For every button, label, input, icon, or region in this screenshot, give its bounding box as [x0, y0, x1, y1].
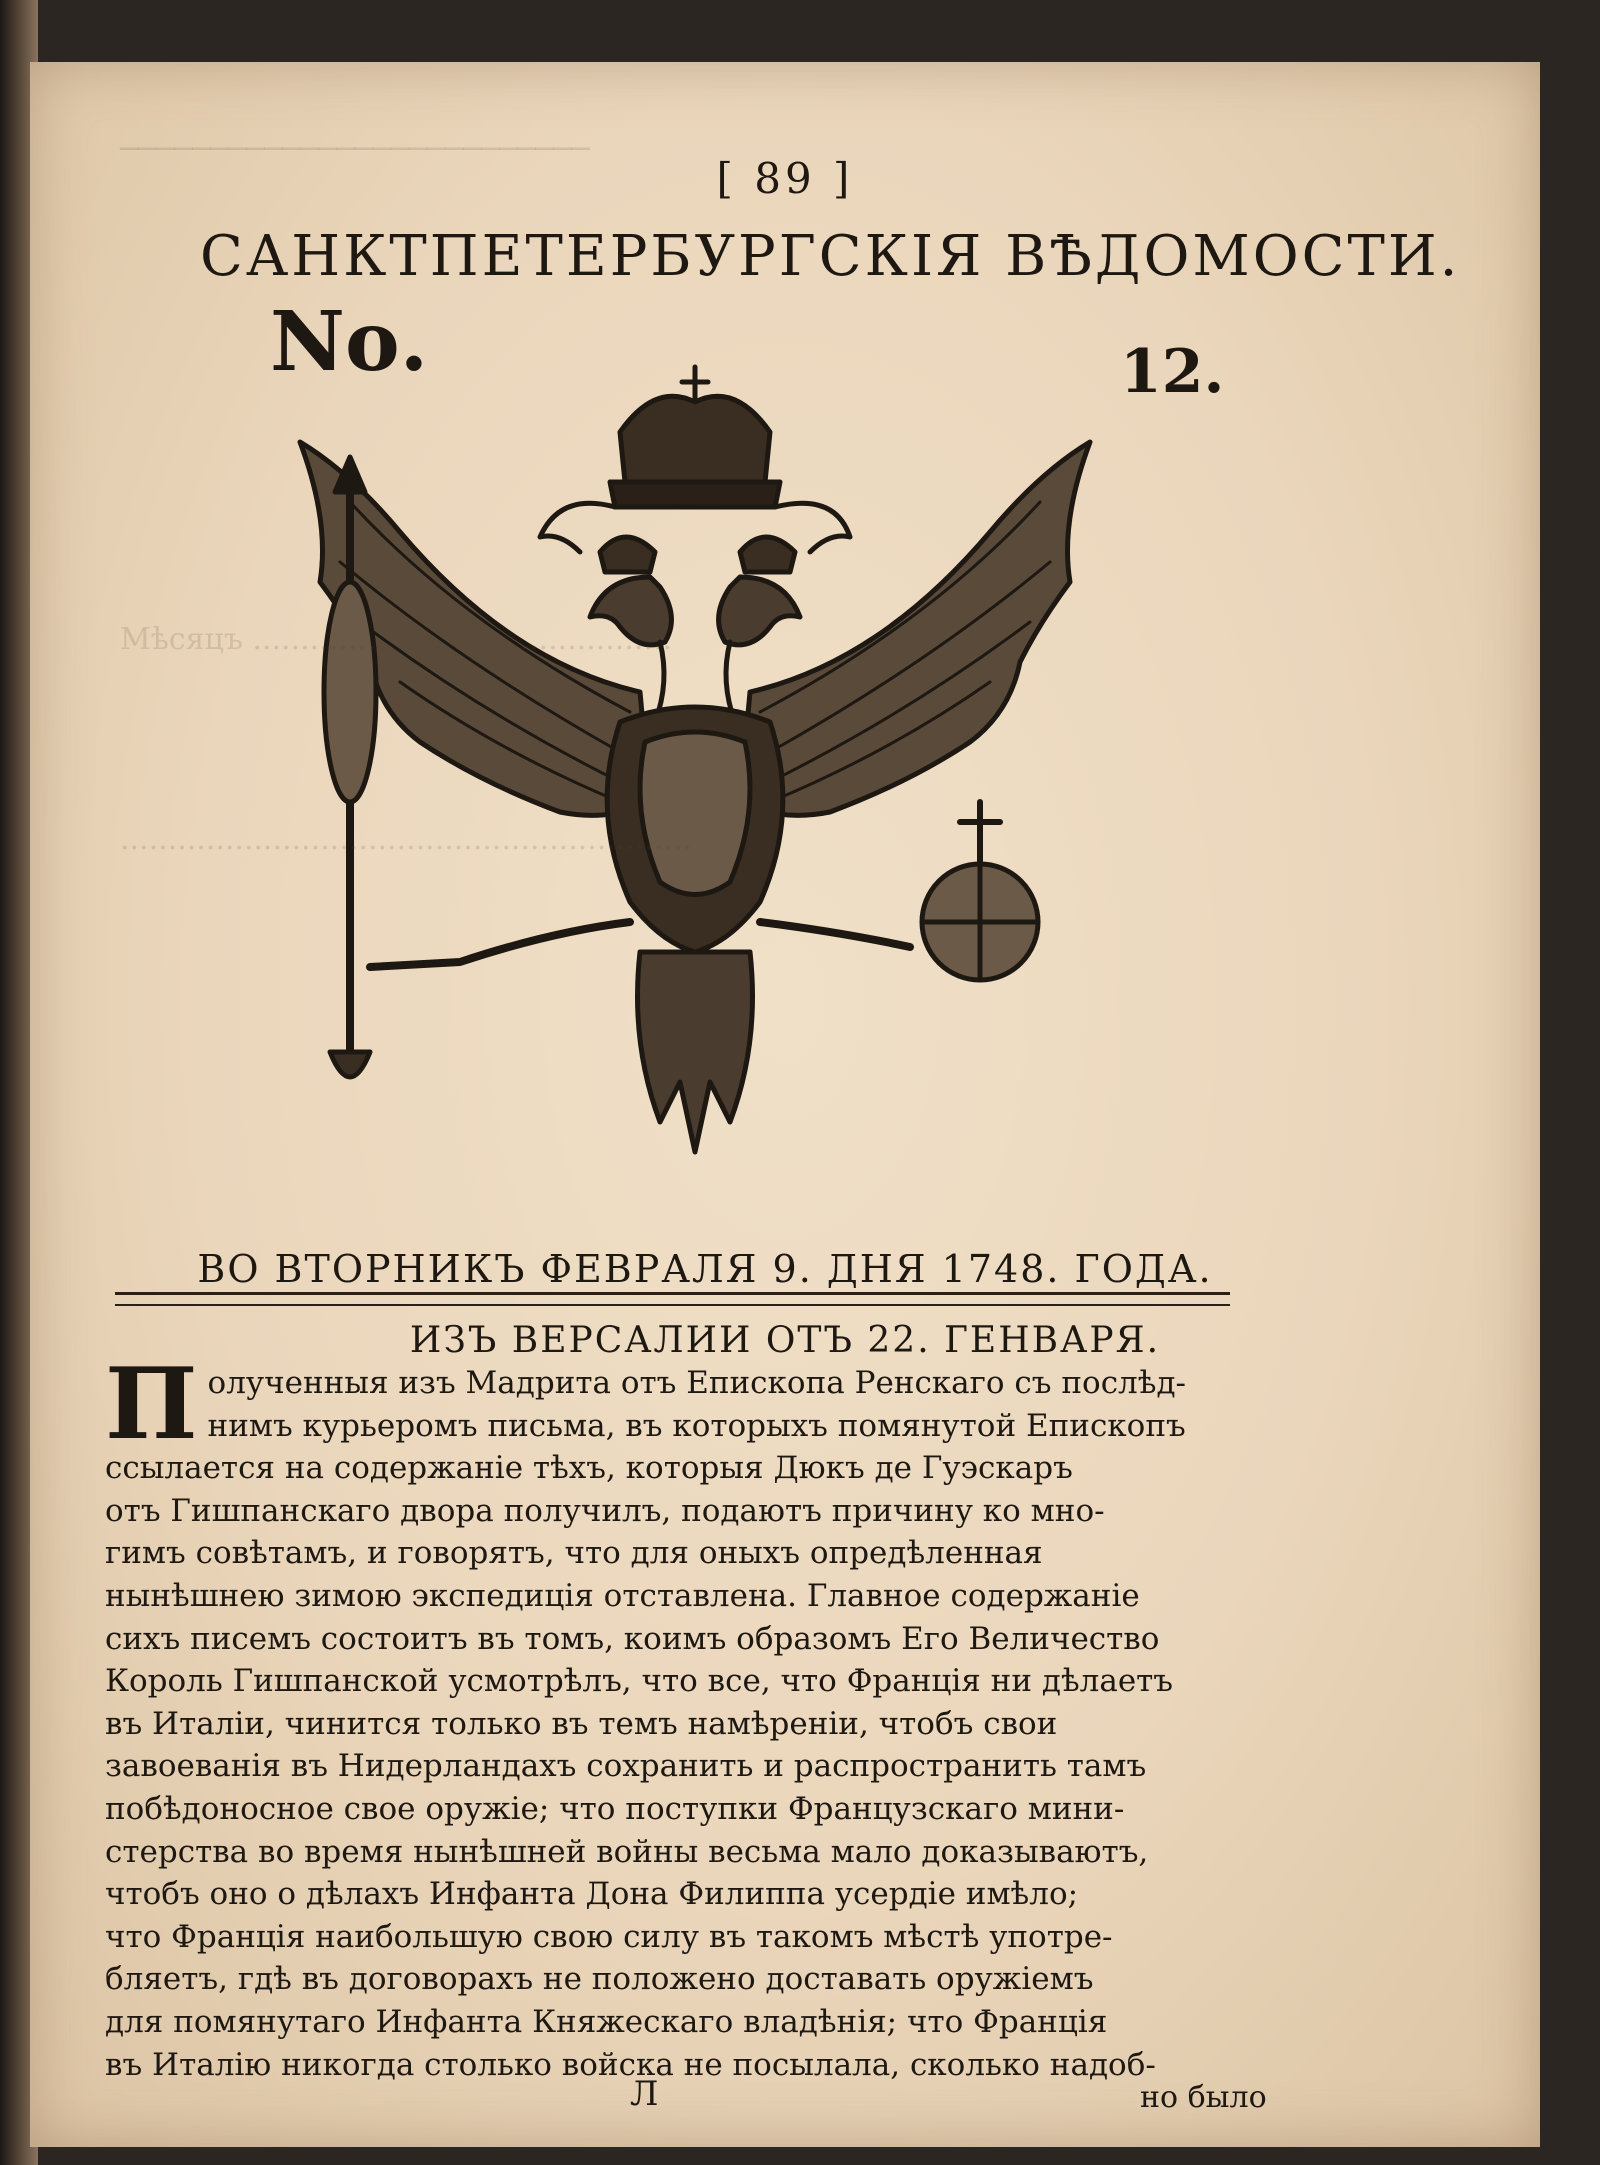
- dateline: ВО ВТОРНИКЪ ФЕВРАЛЯ 9. ДНЯ 1748. ГОДА.: [197, 1247, 1213, 1291]
- divider-rule: [115, 1292, 1230, 1295]
- issue-number-label: Nо.: [270, 294, 429, 390]
- issue-number: 12.: [1120, 337, 1225, 407]
- double-headed-eagle-emblem: [260, 362, 1130, 1222]
- article-line: стерства во время нынѣшней войны весьма мало доказываютъ,: [105, 1833, 1149, 1870]
- article-line: нимъ курьеромъ письма, въ которыхъ помянутой Епископъ: [207, 1407, 1186, 1444]
- article-line: ссылается на содержаніе тѣхъ, которыя Дюкъ де Гуэскаръ: [105, 1450, 1073, 1487]
- page-number: [ 89 ]: [716, 154, 854, 203]
- article-line: Король Гишпанской усмотрѣлъ, что все, что Франція ни дѣлаетъ: [105, 1663, 1174, 1700]
- article-headline: ИЗЪ ВЕРСАЛИИ ОТЪ 22. ГЕНВАРЯ.: [409, 1320, 1161, 1361]
- article-line: для помянутаго Инфанта Княжескаго владѣнія; что Франція: [105, 2003, 1108, 2040]
- article-line: бляетъ, гдѣ въ договорахъ не положено доставать оружіемъ: [105, 1961, 1094, 1998]
- article-line: что Франція наибольшую свою силу въ такомъ мѣстѣ употре-: [105, 1918, 1113, 1955]
- article-line: завоеванія въ Нидерландахъ сохранить и распространить тамъ: [105, 1748, 1147, 1785]
- signature-mark: Л: [630, 2074, 659, 2114]
- article-line: въ Италію никогда столько войска не посылала, сколько надоб-: [105, 2046, 1156, 2083]
- masthead-title: САНКТПЕТЕРБУРГСКІЯ ВѢДОМОСТИ.: [200, 224, 1461, 289]
- article-line: въ Италіи, чинится только въ темъ намѣреніи, чтобъ свои: [105, 1705, 1058, 1742]
- article-line: нынѣшнею зимою экспедиція отставлена. Главное содержаніе: [105, 1577, 1140, 1614]
- catchword: но было: [1140, 2080, 1267, 2115]
- divider-rule: [115, 1304, 1230, 1306]
- drop-cap: П: [105, 1347, 198, 1462]
- article-line: чтобъ оно о дѣлахъ Инфанта Дона Филиппа усердіе имѣло;: [105, 1876, 1079, 1913]
- newspaper-page: ────────────────────────── [ 89 ] САНКТПЕТЕРБУРГСКІЯ ВѢДОМОСТИ. Nо. 12. Мѣсяцъ ............................................ ............................................................ ВО ВТОРНИКЪ ФЕВРАЛЯ 9. ДНЯ 1748. ГОДА. ИЗЪ ВЕРСАЛИИ ОТЪ 22. ГЕНВАРЯ. П олученныя изъ Мадрита отъ Епископа Ренскаго съ послѣд- нимъ курьеромъ письма, въ которыхъ помянутой Епископъ ссылается на содержаніе тѣхъ, которыя Дюкъ де Гуэскаръ отъ Гишпанскаго двора получилъ, подаютъ причину ко мно- гимъ совѣтамъ, и говорятъ, что для оныхъ опредѣленная нынѣшнею зимою экспедиція отставлена. Главное содержаніе сихъ писемъ состоитъ въ томъ, коимъ образомъ Его Величество Король Гишпанской усмотрѣлъ, что все, что Франція ни дѣлаетъ въ Италіи, чинится только въ темъ намѣреніи, чтобъ свои завоеванія въ Нидерландахъ сохранить и распространить тамъ побѣдоносное свое оружіе; что поступки Французскаго мини- стерства во время нынѣшней войны весьма мало доказываютъ, чтобъ оно о дѣлахъ Инфанта Дона Филиппа усердіе имѣло; что Франція наибольшую свою силу въ такомъ мѣстѣ употре- бляетъ, гдѣ въ договорахъ не положено доставать оружіемъ для помянутаго Инфанта Княжескаго владѣнія; что Франція въ Италію никогда столько войска не посылала, сколько надоб- Л но было: [30, 62, 1540, 2147]
- article-line: олученныя изъ Мадрита отъ Епископа Ренскаго съ послѣд-: [207, 1365, 1186, 1401]
- article-line: отъ Гишпанскаго двора получилъ, подаютъ причину ко мно-: [105, 1492, 1105, 1529]
- article-line: сихъ писемъ состоитъ въ томъ, коимъ образомъ Его Величество: [105, 1620, 1160, 1657]
- article-body: [105, 1347, 1235, 2086]
- article-line: побѣдоносное свое оружіе; что поступки Французскаго мини-: [105, 1790, 1125, 1827]
- article-line: гимъ совѣтамъ, и говорятъ, что для оныхъ опредѣленная: [105, 1535, 1043, 1572]
